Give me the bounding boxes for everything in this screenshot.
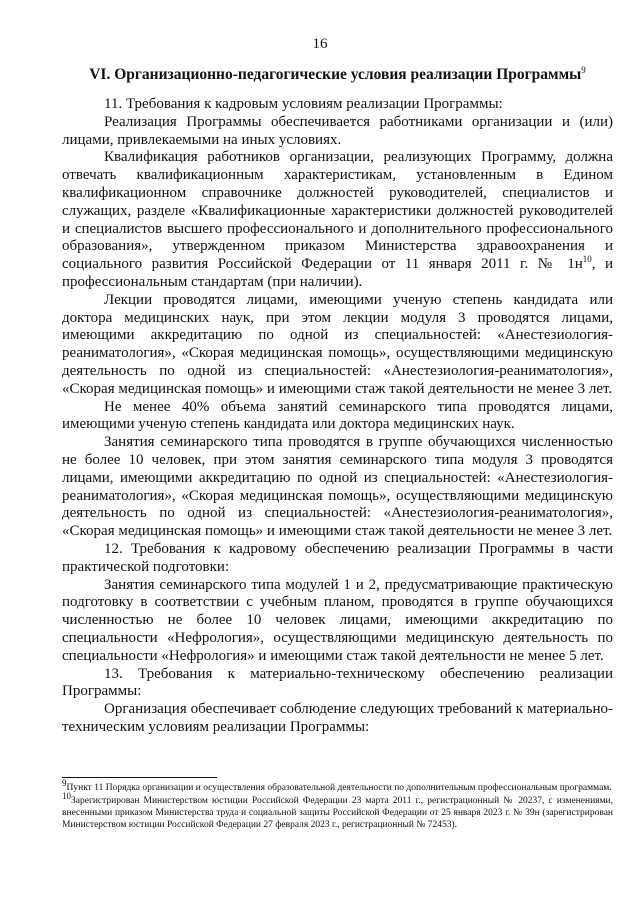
footnote-divider — [62, 777, 217, 778]
paragraph-practical: Занятия семинарского типа модулей 1 и 2, предусматривающие практическую подготовку в соответствии с учебным планом, проводятся в группе обучающихся численностью не более 10 человек лицами, имеющими аккредитацию по специальности «Нефрология», осуществляющими медицинскую деятельность по специальности «Нефрология» и имеющими стаж такой деятельности не менее 5 лет. — [62, 576, 613, 664]
paragraph-qualification-text: Квалификация работников организации, реализующих Программу, должна отвечать квалификационным характеристикам, установленным в Едином квалификационном справочнике должностей руководителей, специалистов и служащих, разделе «Квалификационные характеристики должностей руководителей и специалистов высшего профессионального и дополнительного профессионального образования», утвержденном приказом Министерства здравоохранения и социального развития Российской Федерации от 11 января 2011 г. № 1н — [62, 149, 613, 273]
footnote-10 — [62, 790, 613, 831]
footnote-10-text: Зарегистрирован Министерством юстиции Российской Федерации 23 марта 2011 г., регистрационный № 20237, с изменениями, внесенными приказом Министерства труда и социальной защиты Российской Федерации от 25 января 2023 г. № 39н (зарегистрирован Министерством юстиции Российской Федерации 27 февраля 2023 г., регистрационный № 72453). — [62, 796, 613, 830]
footnote-9 — [62, 777, 613, 794]
section-heading — [62, 66, 613, 84]
paragraph-material-requirements: Организация обеспечивает соблюдение следующих требований к материально-техническим условиям реализации Программы: — [62, 701, 613, 735]
paragraph-qualification-tail: , и профессиональным стандартам (при наличии). — [62, 256, 614, 290]
footnote-ref-10: 10 — [582, 254, 592, 265]
paragraph-staff: Реализация Программы обеспечивается работниками организации и (или) лицами, привлекаемыми на иных условиях. — [62, 113, 613, 148]
section-heading-text: VI. Организационно-педагогические условия реализации Программы — [89, 66, 582, 83]
paragraph-qualification — [62, 149, 613, 291]
footnote-9-text: Пункт 11 Порядка организации и осуществления образовательной деятельности по дополнительным профессиональным программам. — [66, 783, 612, 793]
footnote-9-ref: 9 — [62, 777, 67, 788]
paragraph-lectures: Лекции проводятся лицами, имеющими ученую степень кандидата или доктора медицинских наук, при этом лекции модуля 3 проводятся лицами, имеющими аккредитацию по одной из специальностей: «Анестезиология-реаниматология», «Скорая медицинская помощь», осуществляющими медицинскую деятельность по одной из специальностей: «Анестезиология-реаниматология», «Скорая медицинская помощь» и имеющими стаж такой деятельности не менее 3 лет. — [62, 291, 613, 397]
paragraph-seminar-groups: Занятия семинарского типа проводятся в группе обучающихся численностью не более 10 человек, при этом занятия семинарского типа модуля 3 проводятся лицами, имеющими аккредитацию по одной из специальностей: «Анестезиология-реаниматология», «Скорая медицинская помощь», осуществляющими медицинскую деятельность по одной из специальностей: «Анестезиология-реаниматология», «Скорая медицинская помощь» и имеющими стаж такой деятельности не менее 3 лет. — [62, 434, 613, 540]
footnote-ref-9: 9 — [581, 64, 586, 75]
page-number: 16 — [312, 36, 328, 52]
paragraph-13-title: 13. Требования к материально-техническому обеспечению реализации Программы: — [62, 665, 613, 700]
footnotes — [62, 777, 613, 832]
paragraph-12-title: 12. Требования к кадровому обеспечению реализации Программы в части практической подготовки: — [62, 540, 613, 575]
paragraph-11-title: 11. Требования к кадровым условиям реализации Программы: — [104, 96, 503, 112]
paragraph-seminar-share: Не менее 40% объема занятий семинарского типа проводятся лицами, имеющими ученую степень кандидата или доктора медицинских наук. — [62, 398, 613, 433]
footnote-10-ref: 10 — [62, 790, 71, 801]
page-content — [62, 66, 613, 737]
